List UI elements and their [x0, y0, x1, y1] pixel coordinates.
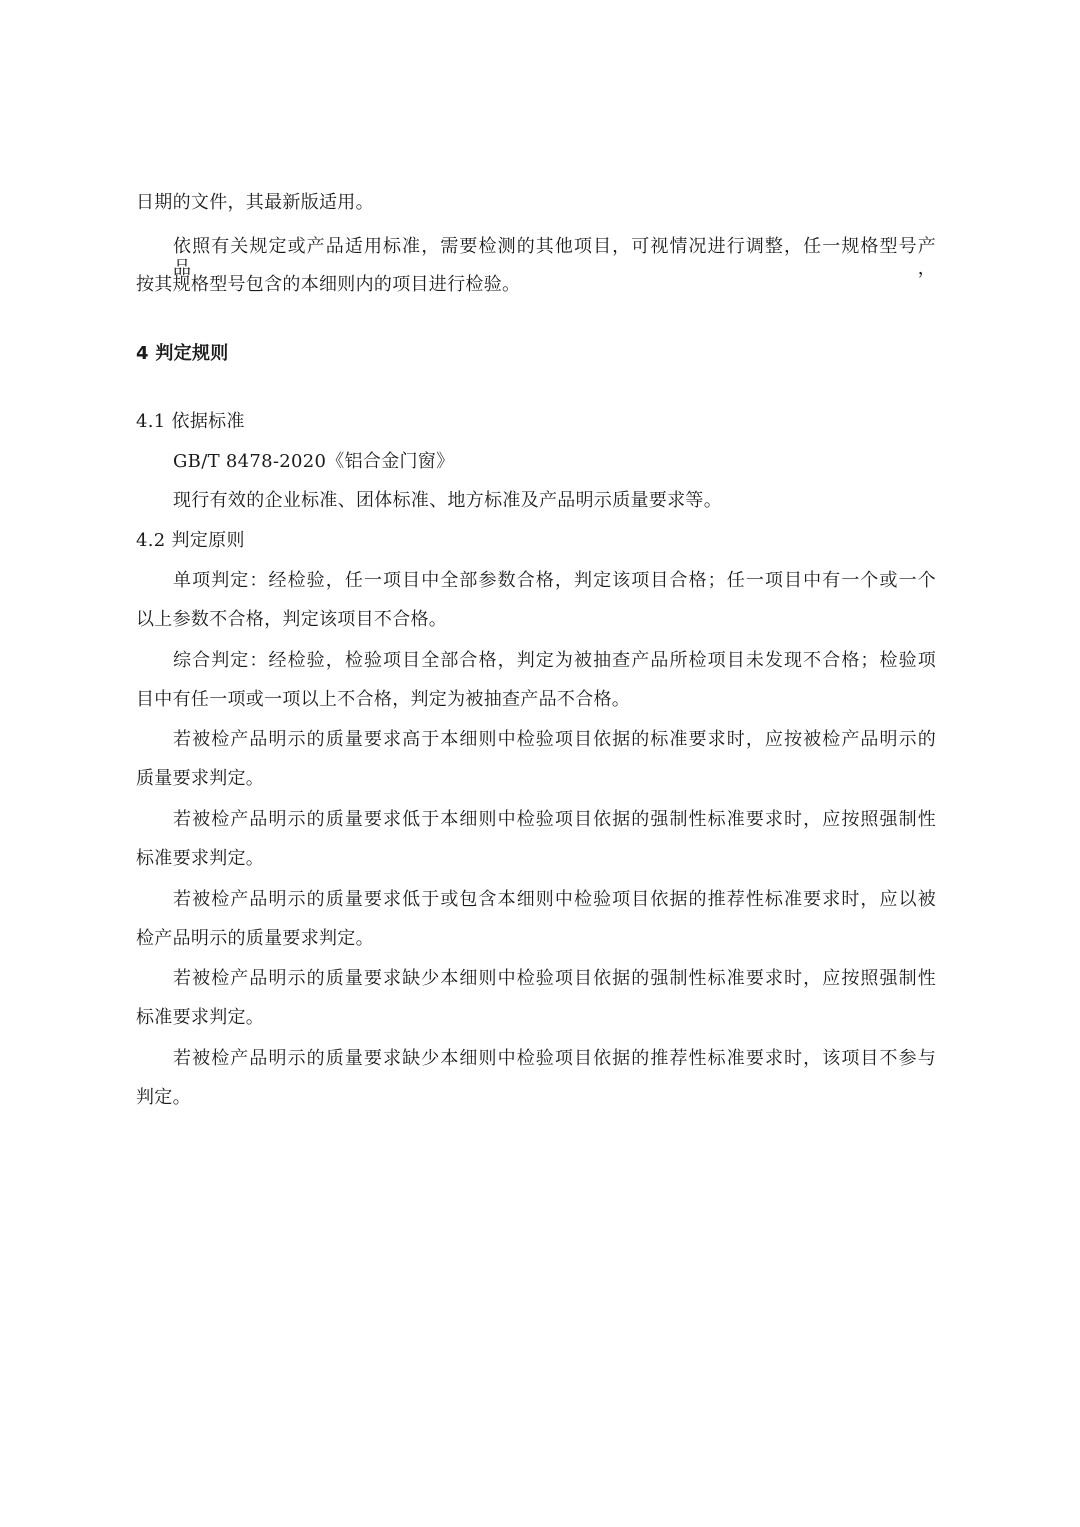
lacking-recommended-line2: 判定。	[136, 1087, 191, 1108]
lower-recommended-line2: 检产品明示的质量要求判定。	[136, 928, 374, 949]
other-standards-text: 现行有效的企业标准、团体标准、地方标准及产品明示质量要求等。	[173, 490, 722, 511]
higher-requirement-line2: 质量要求判定。	[136, 768, 265, 789]
overall-judgment-line2: 目中有任一项或一项以上不合格，判定为被抽查产品不合格。	[136, 689, 631, 710]
higher-requirement-line1: 若被检产品明示的质量要求高于本细则中检验项目依据的标准要求时，应按被检产品明示的	[173, 729, 936, 750]
paragraph-adjustment-line2: 按其规格型号包含的本细则内的项目进行检验。	[136, 274, 521, 295]
lower-recommended-line1: 若被检产品明示的质量要求低于或包含本细则中检验项目依据的推荐性标准要求时，应以被	[173, 889, 936, 910]
overall-judgment-line1: 综合判定：经检验，检验项目全部合格，判定为被抽查产品所检项目未发现不合格；检验项	[173, 650, 936, 671]
single-judgment-line2: 以上参数不合格，判定该项目不合格。	[136, 609, 448, 630]
section-4-1-heading: 4.1 依据标准	[136, 411, 245, 432]
single-judgment-line1: 单项判定：经检验，任一项目中全部参数合格，判定该项目合格；任一项目中有一个或一个	[173, 570, 936, 591]
lower-mandatory-line2: 标准要求判定。	[136, 848, 265, 869]
section-4-2-heading: 4.2 判定原则	[136, 530, 245, 551]
lacking-recommended-line1: 若被检产品明示的质量要求缺少本细则中检验项目依据的推荐性标准要求时，该项目不参与	[173, 1048, 936, 1069]
standard-reference: GB/T 8478-2020《铝合金门窗》	[173, 451, 455, 472]
paragraph-adjustment-line1: 依照有关规定或产品适用标准，需要检测的其他项目，可视情况进行调整，任一规格型号产品，	[173, 236, 936, 279]
lower-mandatory-line1: 若被检产品明示的质量要求低于本细则中检验项目依据的强制性标准要求时，应按照强制性	[173, 809, 936, 830]
lacking-mandatory-line2: 标准要求判定。	[136, 1007, 265, 1028]
lacking-mandatory-line1: 若被检产品明示的质量要求缺少本细则中检验项目依据的强制性标准要求时，应按照强制性	[173, 968, 936, 989]
section-4-heading: 4 判定规则	[136, 343, 229, 364]
paragraph-continuation: 日期的文件，其最新版适用。	[136, 192, 374, 213]
